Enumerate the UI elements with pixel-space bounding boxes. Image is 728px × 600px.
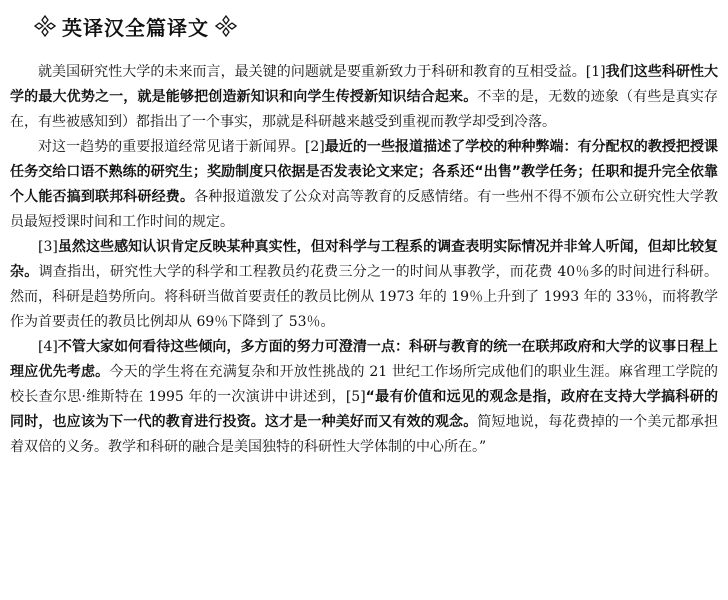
ornament-left-icon (34, 15, 56, 37)
p1-sentence-marker: [1] (585, 64, 606, 80)
p4-mid: 今天的学生将在充满复杂和开放性挑战的 21 世纪工作场所完成他们的职业生涯。麻省理工学院的校长查尔思·维斯特在 1995 年的一次演讲中讲述到， (10, 364, 718, 405)
p2-sentence-marker: [2] (304, 139, 325, 155)
p2-bold-sentence: 最近的一些报道描述了学校的种种弊端：有分配权的教授把授课任务交给口语不熟练的研究生；奖励制度只依据是否发表论文来定；各系还“出售”教学任务；任职和提升完全依靠个人能否搞到联邦科研经费。 (10, 139, 719, 205)
p4-sentence-marker: [4] (38, 339, 58, 355)
p4-sentence-marker-5: [5] (345, 389, 366, 405)
p3-rest: 调查指出，研究性大学的科学和工程教员约花费三分之一的时间从事教学，而花费 40％多的时间进行科研。然而，科研是趋势所向。将科研当做首要责任的教员比例从 1973 年的 19％上升到了 1993 年的 33％，而将教学作为首要责任的教员比例却从 69％下降到了 53％。 (10, 264, 718, 330)
ornament-right-icon (215, 15, 237, 37)
title-block (28, 6, 718, 46)
p1-rest: 不幸的是，无数的迹象（有些是真实存在，有些被感知到）都指出了一个事实，那就是科研越来越受到重视而教学却受到冷落。 (10, 89, 719, 130)
p1-bold-sentence: 我们这些科研性大学的最大优势之一，就是能够把创造新知识和向学生传授新知识结合起来。 (10, 64, 719, 105)
page-title: 英译汉全篇译文 (62, 15, 209, 40)
paragraph-3 (10, 235, 718, 335)
p1-intro: 就美国研究性大学的未来而言，最关键的问题就是要重新致力于科研和教育的互相受益。 (38, 64, 586, 80)
p3-sentence-marker: [3] (38, 239, 58, 255)
p4-rest: 简短地说，每花费掉的一个美元都承担着双倍的义务。教学和科研的融合是美国独特的科研性大学体制的中心所在。” (10, 414, 719, 455)
p3-bold-sentence: 虽然这些感知认识肯定反映某种真实性，但对科学与工程系的调查表明实际情况并非耸人听闻，但却比较复杂。 (10, 239, 718, 280)
paragraph-4 (10, 335, 718, 460)
paragraph-1 (10, 60, 718, 135)
p2-rest: 各种报道激发了公众对高等教育的反感情绪。有一些州不得不颁布公立研究性大学教员最短授课时间和工作时间的规定。 (10, 189, 719, 230)
p2-intro: 对这一趋势的重要报道经常见诸于新闻界。 (38, 139, 305, 155)
p4-bold-sentence: 不管大家如何看待这些倾向，多方面的努力可澄清一点：科研与教育的统一在联邦政府和大学的议事日程上理应优先考虑。 (10, 339, 718, 380)
paragraph-2 (10, 135, 718, 235)
p4-bold-sentence-5: “最有价值和远见的观念是指，政府在支持大学搞科研的同时，也应该为下一代的教育进行投资。这才是一种美好而又有效的观念。 (10, 389, 719, 430)
